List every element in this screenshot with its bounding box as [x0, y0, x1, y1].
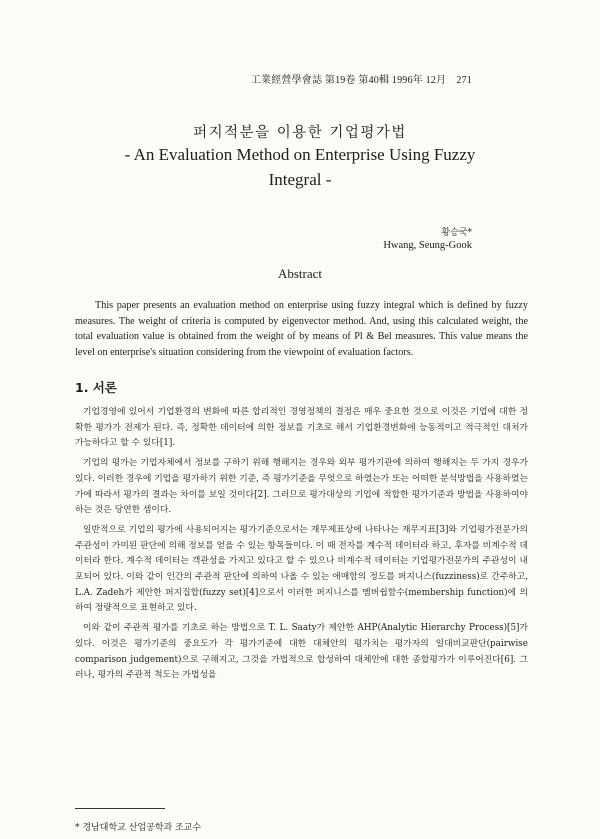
- body-paragraph: 기업의 평가는 기업자체에서 정보를 구하기 위해 행해지는 경우와 외부 평가기관에 의하여 행해지는 두 가지 경우가 있다. 이러한 경우에 기업을 평가하기 위한 기준, 즉 평가기준을 무엇으로 하였는가 또는 어떠한 분석방법을 사용하였는가에 따라서 평가의 결과는 차이를 보일 것이다[2]. 그러므로 평가대상의 기업에 적합한 평가기준과 방법을 사용하여야 하는 것은 당연한 셈이다.: [75, 458, 528, 516]
- section-heading-introduction: 1. 서론: [75, 380, 117, 395]
- title-english-line-2: Integral -: [268, 170, 332, 189]
- abstract-text: This paper presents an evaluation method on enterprise using fuzzy integral which is defined by fuzzy measures. The weight of criteria is computed by eigenvector method. And, using this calculated weight, the total evaluation value is obtained from the weight of by means of Pl & Bel measures. This value means the level on enterprise's situation considering from the viewpoint of evaluation factors.: [75, 300, 528, 358]
- author-korean: 황승국*: [441, 228, 472, 238]
- author-english: Hwang, Seung-Gook: [383, 240, 472, 251]
- body-paragraph: 기업경영에 있어서 기업환경의 변화에 따른 합리적인 경영정책의 결정은 매우 중요한 것으로 이것은 기업에 대한 정확한 평가가 전제가 된다. 즉, 정확한 데이터에 의한 정보를 기초로 해서 기업환경변화에 능동적이고 적극적인 대처가 가능하다고 할 수 있다[1].: [75, 407, 528, 449]
- abstract-heading: Abstract: [277, 266, 323, 281]
- title-korean: 퍼지적분을 이용한 기업평가법: [193, 125, 407, 141]
- footnote-affiliation: * 경남대학교 산업공학과 조교수: [75, 823, 202, 833]
- footnote-divider: [75, 808, 165, 809]
- section-body: [75, 405, 528, 684]
- body-paragraph: 이와 같이 주관적 평가를 기초로 하는 방법으로 T. L. Saaty가 제안한 AHP(Analytic Hierarchy Process)[5]가 있다. 이것은 평가기준의 중요도가 각 평가기준에 대한 대체안의 평가치는 평가자의 일대비교판단(pairwise comparison judgement)으로 구해지고, 그것을 가법적으로 합성하여 대체안에 대한 종합평가가 이루어진다[6]. 그러나, 평가의 주관적 척도는 가법성을: [75, 623, 528, 681]
- running-header: 工業經營學會誌 第19卷 第40輯 1996年 12月 271: [250, 75, 472, 86]
- title-english-line-1: - An Evaluation Method on Enterprise Using Fuzzy: [124, 145, 476, 164]
- body-paragraph: 일반적으로 기업의 평가에 사용되어지는 평가기준으로서는 재무제표상에 나타나는 재무지표[3]와 기업평가전문가의 주관성이 가미된 판단에 의해 정보를 얻을 수 있는 항목들이다. 이 때 전자를 계수적 데이터라 하고, 후자를 비계수적 데이터라 한다. 계수적 데이터는 객관성을 가지고 있다고 할 수 있으나 비계수적 데이터는 기업평가전문가의 주관성이 내포되어 있다. 이와 같이 인간의 주관적 판단에 의하여 나올 수 있는 애매함의 정도를 퍼지니스(fuzziness)로 간주하고, L.A. Zadeh가 제안한 퍼지집합(fuzzy set)[4]으로서 이러한 퍼지니스를 멤버쉽함수(membership function)에 의하여 정량적으로 표현하고 있다.: [75, 524, 528, 614]
- abstract-body: [75, 298, 528, 360]
- title-english: [60, 142, 540, 192]
